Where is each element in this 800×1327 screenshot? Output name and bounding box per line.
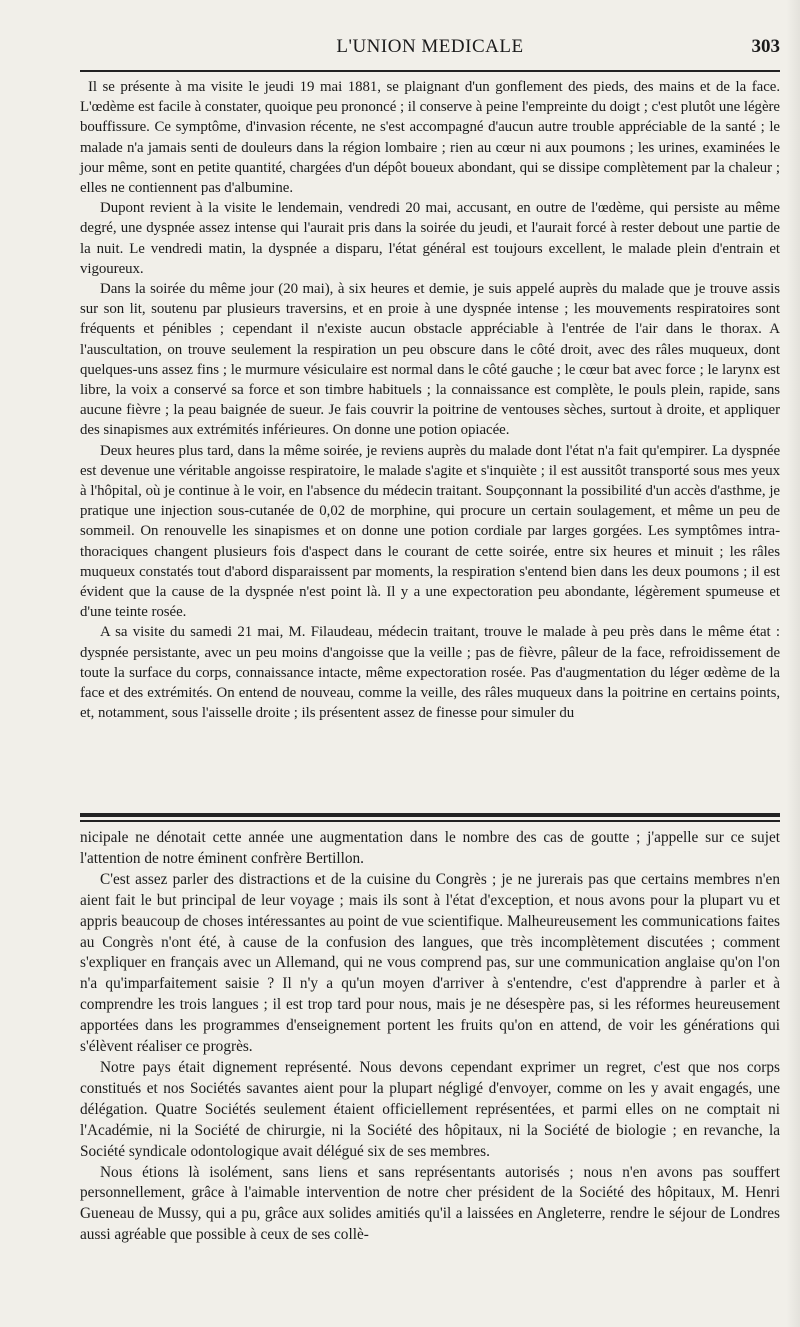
paragraph: Notre pays était dignement représenté. Nous devons cependant exprimer un regret, c'est que nos corps constitués et nos Sociétés savantes aient pour la plupart négligé d'envoyer, comme on les y avait engagés, une délégation. Quatre Sociétés seulement étaient officiellement représentées, et parmi elles on ne comptait ni l'Académie, ni la Société de chirurgie, ni la Société des hôpitaux, ni la Société de biologie ; en revanche, la Société syndicale odontologique avait délégué six de ses membres. (80, 1058, 780, 1160)
congress-report-section (80, 828, 780, 1246)
running-header (80, 36, 780, 66)
paragraph: Nous étions là isolément, sans liens et sans représentants autorisés ; nous n'en avons pas souffert personnellement, grâce à l'aimable intervention de notre cher président de la Société des hôpitaux, M. Henri Gueneau de Mussy, qui a pu, grâce aux solides amitiés qu'il a laissées en Angleterre, rendre le séjour de Londres aussi agréable que possible à ceux de ses collè- (80, 1163, 780, 1244)
header-rule (80, 70, 780, 72)
paragraph: Dupont revient à la visite le lendemain, vendredi 20 mai, accusant, en outre de l'œdème, qui persiste au même degré, une dyspnée assez intense qui l'aurait pris dans la soirée du jeudi, et l'aurait forcé à rester debout une partie de la nuit. Le vendredi matin, la dyspnée a disparu, l'état général est toujours excellent, le malade plein d'entrain et vigoureux. (80, 200, 780, 277)
case-report-section (80, 77, 780, 724)
paragraph: C'est assez parler des distractions et de la cuisine du Congrès ; je ne jurerais pas que certains membres n'en aient fait le but principal de leur voyage ; mais ils sont à l'état d'exception, et nous avons pour la plupart vu et appris beaucoup de choses intéressantes au point de vue scientifique. Malheureusement les communications faites au Congrès n'ont été, à cause de la confusion des langues, que très incomplètement discutées ; comment s'expliquer en français avec un Allemand, qui ne vous comprend pas, sur une communication anglaise qu'on l'on n'a qu'imparfaitement saisie ? Il n'y a qu'un moyen d'arriver à s'entendre, c'est d'apprendre à parler et à comprendre les trois langues ; il est trop tard pour nous, mais je ne désespère pas, si les réformes heureusement apportées dans les programmes d'enseignement portent les fruits qu'on en attend, de voir les générations qui s'élèvent réaliser ce progrès. (80, 870, 780, 1056)
page-number: 303 (751, 36, 780, 57)
paragraph: A sa visite du samedi 21 mai, M. Filaudeau, médecin traitant, trouve le malade à peu près dans le même état : dyspnée persistante, avec un peu moins d'angoisse que la veille ; pas de fièvre, pâleur de la face, refroidissement de toute la surface du corps, connaissance intacte, même expectoration rosée. Pas d'augmentation du léger œdème de la face et des extrémités. On entend de nouveau, comme la veille, des râles muqueux dans la poitrine en certains points, et, notamment, sous l'aisselle droite ; ils présentent assez de finesse pour simuler du (80, 624, 780, 722)
section-divider-thick (80, 813, 780, 817)
paragraph: Il se présente à ma visite le jeudi 19 mai 1881, se plaignant d'un gonflement des pieds, des mains et de la face. L'œdème est facile à constater, quoique peu prononcé ; il conserve à peine l'empreinte du doigt ; c'est plutôt une légère bouffissure. Ce symptôme, d'invasion récente, ne s'est accompagné d'aucun autre trouble appréciable de la santé ; le malade n'a jamais senti de douleurs dans la région lombaire ; rien au cœur ni aux poumons ; les urines, examinées le jour même, sont en petite quantité, chargées d'un dépôt boueux abondant, qui se dissipe complètement par la chaleur ; elles ne contiennent pas d'albumine. (80, 79, 780, 197)
paragraph: Deux heures plus tard, dans la même soirée, je reviens auprès du malade dont l'état n'a fait qu'empirer. La dyspnée est devenue une véritable angoisse respiratoire, le malade s'agite et s'inquiète ; il est aussitôt transporté sous mes yeux à l'hôpital, où je continue à le voir, en l'absence du médecin traitant. Soupçonnant la possibilité d'un accès d'asthme, je pratique une injection sous-cutanée de 0,02 de morphine, qui procure un certain soulagement, et même un peu de sommeil. On renouvelle les sinapismes et on donne une potion cordiale par larges gorgées. Les symptômes intra-thoraciques changent plusieurs fois d'aspect dans le courant de cette soirée, entre six heures et minuit ; les râles muqueux constatés tout d'abord disparaissent par moments, la respiration s'entend bien dans les deux poumons ; il est évident que la cause de la dyspnée n'est point là. Il y a une expectoration peu abondante, légèrement spumeuse et d'une teinte rosée. (80, 442, 780, 621)
section-divider-thin (80, 820, 780, 822)
paragraph: Dans la soirée du même jour (20 mai), à six heures et demie, je suis appelé auprès du malade que je trouve assis sur son lit, soutenu par plusieurs traversins, et en proie à une dyspnée intense ; les mouvements respiratoires sont fréquents et pénibles ; cependant il n'existe aucun obstacle appréciable à l'entrée de l'air dans le thorax. A l'auscultation, on trouve seulement la respiration un peu obscure dans le côté droit, avec des râles muqueux, dont quelques-uns assez fins ; le murmure vésiculaire est normal dans le côté gauche ; le cœur bat avec force ; le larynx est libre, la voix a conservé sa force et son timbre habituels ; la connaissance est complète, le pouls plein, rapide, sans aucune fièvre ; la peau baignée de sueur. Je fais couvrir la poitrine de ventouses sèches, surtout à droite, et appliquer des sinapismes aux extrémités inférieures. On donne une potion opiacée. (80, 281, 780, 439)
page-edge-shadow (786, 0, 800, 1327)
paragraph: nicipale ne dénotait cette année une augmentation dans le nombre des cas de goutte ; j'appelle sur ce sujet l'attention de notre éminent confrère Bertillon. (80, 829, 780, 867)
journal-title: L'UNION MEDICALE (336, 36, 524, 57)
